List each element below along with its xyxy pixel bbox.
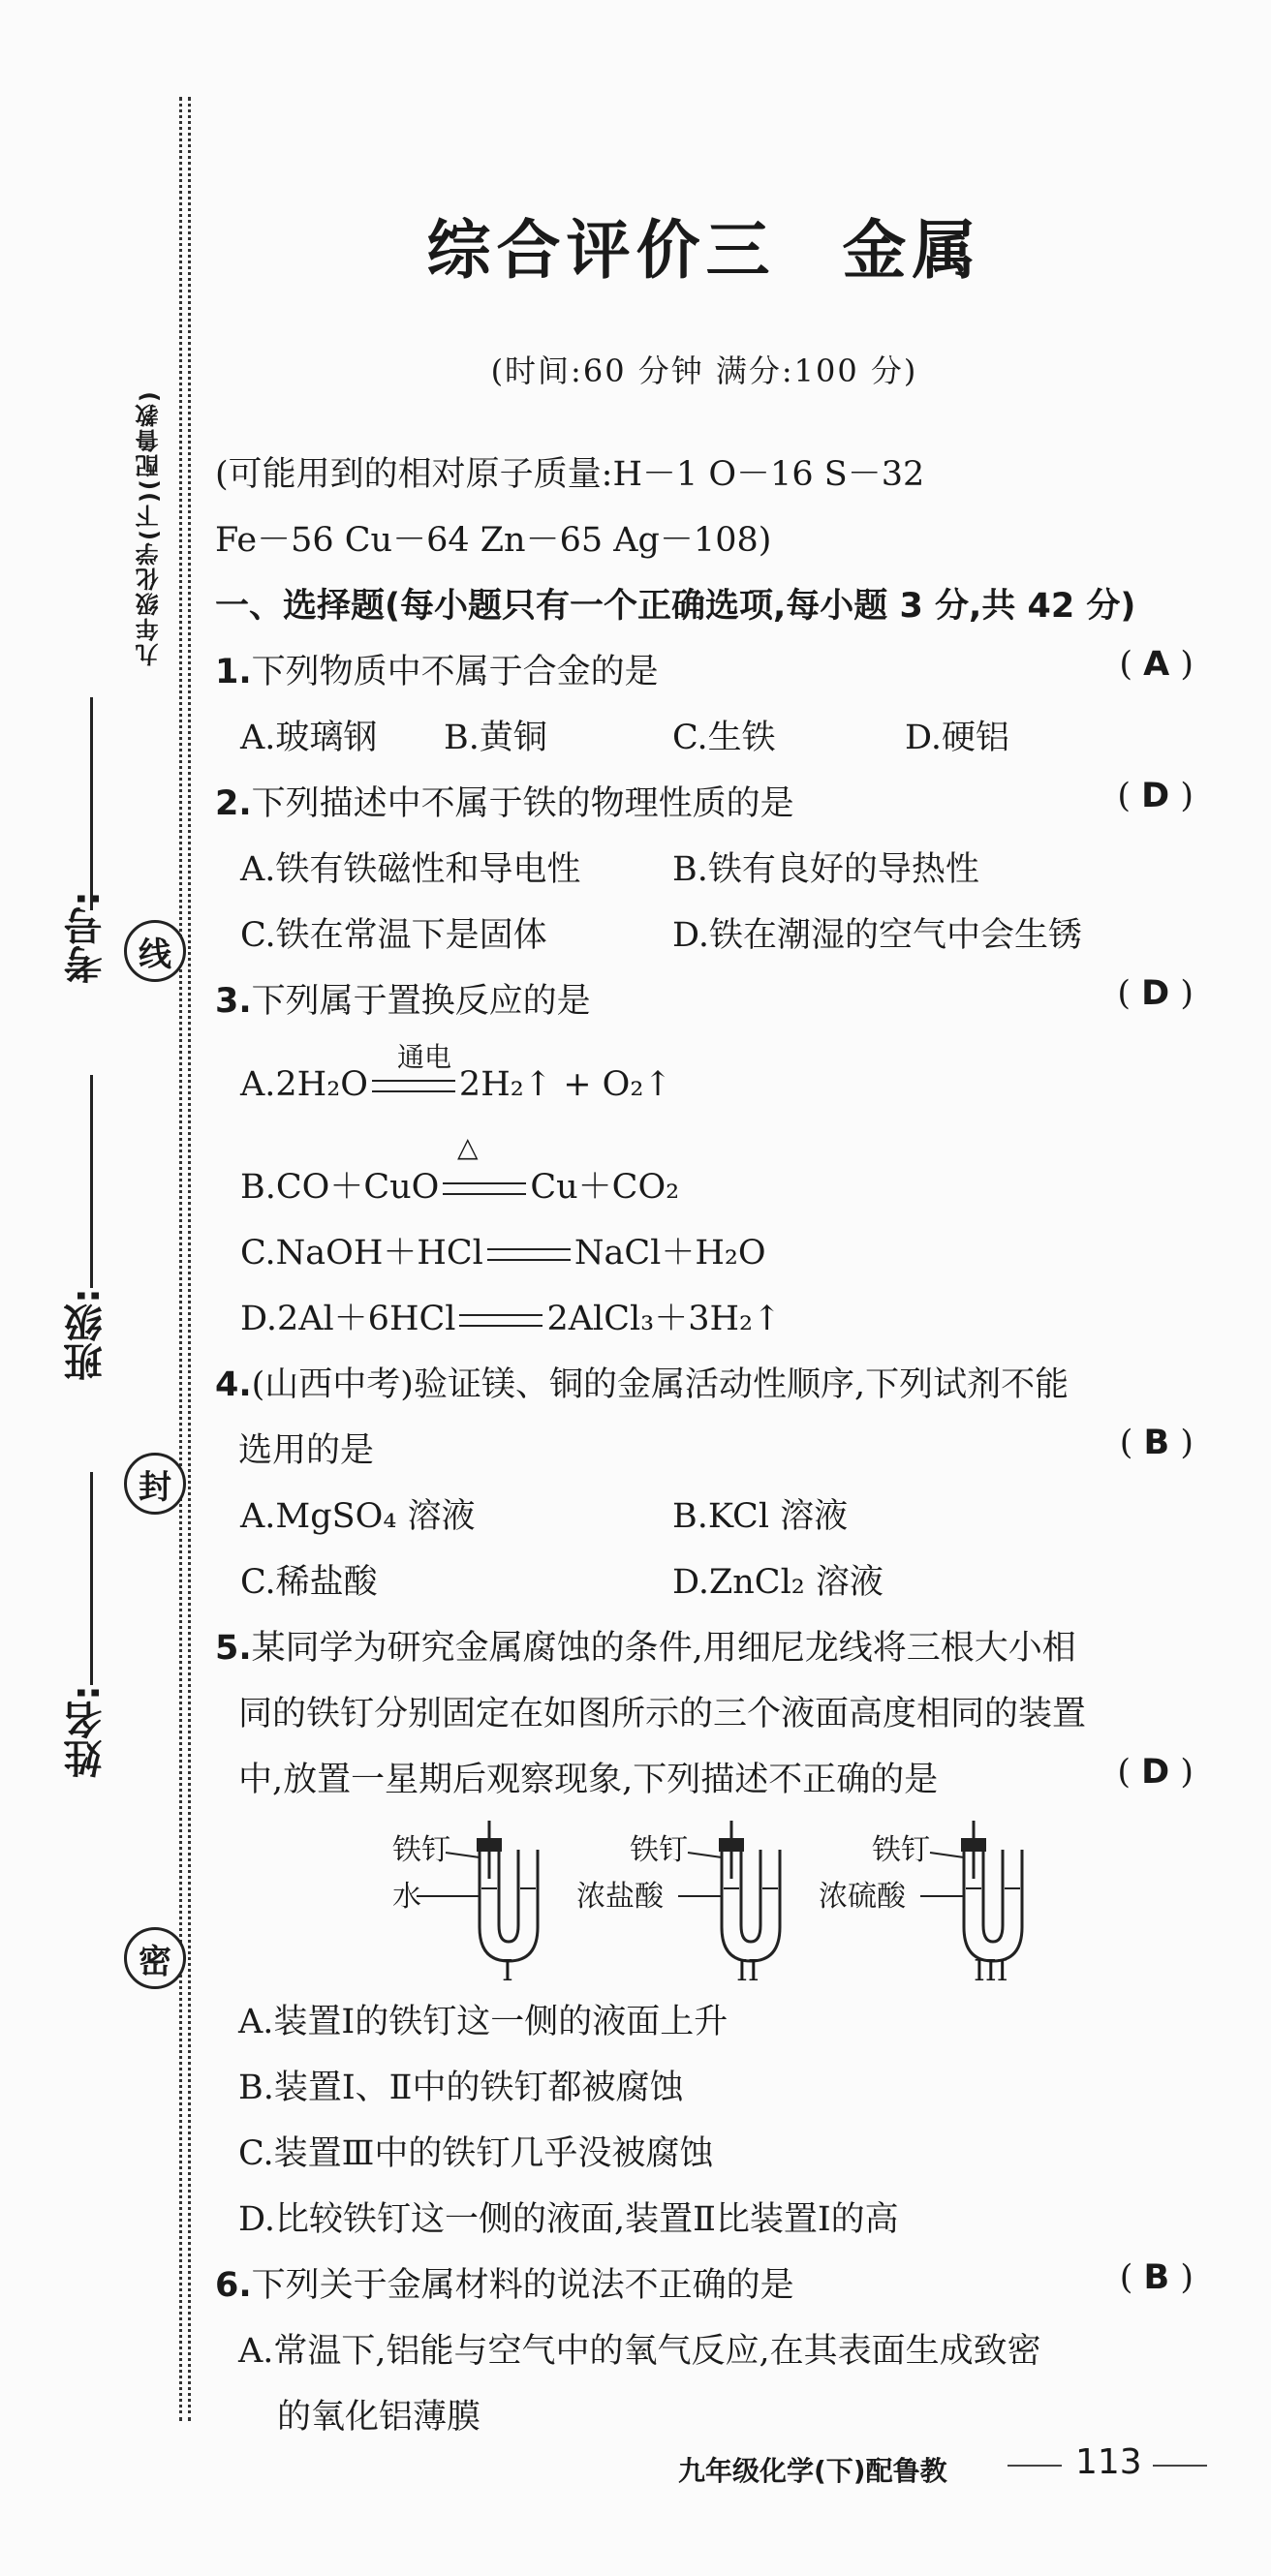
binding-dotted-line — [179, 97, 182, 2421]
atomic-mass-line-2: Fe－56 Cu－64 Zn－65 Ag－108) — [215, 521, 772, 560]
q6-option-a-line-1: A.常温下,铝能与空气中的氧气反应,在其表面生成致密 — [238, 2332, 1041, 2371]
q3a-condition: 通电 — [397, 1041, 452, 1073]
equation-right: 2H₂↑ + O₂↑ — [458, 1065, 672, 1104]
q5-option-a: A.装置Ⅰ的铁钉这一侧的液面上升 — [238, 2003, 728, 2041]
q5-option-b: B.装置Ⅰ、Ⅱ中的铁钉都被腐蚀 — [238, 2069, 684, 2107]
equation-equals — [372, 1080, 455, 1092]
u-tube-figure — [388, 1811, 1066, 1980]
field-line-class — [90, 1075, 93, 1288]
q2-option-c: C.铁在常温下是固体 — [240, 916, 547, 955]
q4-option-c: C.稀盐酸 — [240, 1563, 378, 1602]
q4-option-a: A.MgSO₄ 溶液 — [240, 1497, 476, 1536]
field-line-name — [90, 1472, 93, 1685]
question-number: 6. — [215, 2266, 252, 2305]
equation-left: B.CO＋CuO — [240, 1168, 440, 1207]
field-label-id: 考号: — [64, 891, 108, 984]
equation-left: A.2H₂O — [240, 1065, 368, 1104]
page-number: 113 — [1075, 2442, 1142, 2482]
question-2-stem — [215, 777, 794, 825]
device-label-3: III — [974, 1954, 1008, 1980]
u-tube-device-3 — [819, 1821, 1022, 1980]
binding-dotted-line-2 — [188, 97, 191, 2421]
answer-letter: D — [1141, 777, 1170, 815]
answer-letter: D — [1141, 974, 1170, 1013]
equation-right: Cu＋CO₂ — [530, 1168, 680, 1207]
question-6-stem — [215, 2258, 794, 2307]
seal-line-mark: 线 — [124, 920, 186, 982]
question-5-stem-1 — [215, 1621, 1076, 1670]
q3-option-a — [240, 1065, 672, 1104]
seal-dense-mark: 密 — [124, 1927, 186, 1989]
liquid-label-2: 浓盐酸 — [576, 1880, 664, 1914]
nail-label-3: 铁钉 — [872, 1833, 930, 1867]
u-tube-device-1 — [392, 1821, 538, 1980]
q1-option-d: D.硬铝 — [905, 719, 1009, 757]
answer-letter: D — [1141, 1753, 1170, 1792]
question-text: (山西中考)验证镁、铜的金属活动性顺序,下列试剂不能 — [251, 1365, 1070, 1404]
q1-option-c: C.生铁 — [672, 719, 776, 757]
question-2-answer: ( D ) — [1117, 777, 1194, 815]
question-5-stem-2: 同的铁钉分别固定在如图所示的三个液面高度相同的装置 — [238, 1695, 1087, 1733]
seal-seal-mark: 封 — [124, 1453, 186, 1515]
device-label-2: II — [736, 1954, 760, 1980]
question-4-stem-2: 选用的是 — [238, 1431, 375, 1470]
answer-letter: B — [1143, 2258, 1170, 2297]
page-title: 综合评价三 金属 — [426, 213, 982, 288]
equation-equals — [443, 1182, 526, 1195]
equation-equals — [487, 1248, 571, 1261]
equation-right: NaCl＋H₂O — [574, 1234, 766, 1273]
section-heading: 一、选择题(每小题只有一个正确选项,每小题 3 分,共 42 分) — [215, 587, 1136, 626]
question-3-stem — [215, 974, 591, 1023]
question-1-answer: ( A ) — [1119, 645, 1194, 684]
field-line-id — [90, 697, 93, 910]
q3-option-b — [240, 1160, 679, 1209]
question-3-answer: ( D ) — [1117, 974, 1194, 1013]
equation-equals — [459, 1314, 542, 1327]
q3-option-c — [240, 1226, 766, 1274]
question-4-stem-1 — [215, 1358, 1069, 1406]
u-tube-device-2 — [576, 1821, 780, 1980]
binding-margin — [0, 0, 213, 2576]
series-label: 九年级化学(下)(配鲁教) — [136, 389, 163, 666]
question-6-answer: ( B ) — [1119, 2258, 1194, 2297]
q4-option-d: D.ZnCl₂ 溶液 — [672, 1563, 884, 1602]
exam-info: (时间:60 分钟 满分:100 分) — [490, 353, 918, 389]
question-number: 3. — [215, 982, 252, 1021]
equation-left: D.2Al＋6HCl — [240, 1300, 456, 1338]
question-text: 下列物质中不属于合金的是 — [251, 653, 659, 691]
device-label-1: I — [502, 1954, 513, 1980]
page-number-dash-left — [1008, 2465, 1062, 2467]
atomic-mass-line-1: (可能用到的相对原子质量:H－1 O－16 S－32 — [215, 455, 925, 494]
q3b-condition: △ — [457, 1131, 479, 1163]
question-text: 下列属于置换反应的是 — [251, 982, 591, 1021]
equation-right: 2AlCl₃＋3H₂↑ — [546, 1300, 782, 1338]
q4-option-b: B.KCl 溶液 — [672, 1497, 849, 1536]
question-number: 4. — [215, 1365, 252, 1404]
question-4-answer: ( B ) — [1119, 1424, 1194, 1462]
question-5-answer: ( D ) — [1117, 1753, 1194, 1792]
question-text: 下列关于金属材料的说法不正确的是 — [251, 2266, 794, 2305]
question-1-stem — [215, 645, 659, 693]
field-label-name: 姓名: — [64, 1685, 108, 1778]
field-label-class: 班级: — [64, 1288, 108, 1381]
q1-option-a: A.玻璃钢 — [240, 719, 378, 757]
q3-option-d — [240, 1292, 781, 1340]
q6-option-a-line-2: 的氧化铝薄膜 — [277, 2398, 481, 2437]
question-5-stem-3: 中,放置一星期后观察现象,下列描述不正确的是 — [238, 1761, 939, 1799]
question-number: 1. — [215, 653, 252, 691]
question-number: 5. — [215, 1629, 252, 1668]
nail-label-2: 铁钉 — [630, 1833, 688, 1867]
answer-letter: B — [1143, 1424, 1170, 1462]
q2-option-b: B.铁有良好的导热性 — [672, 850, 979, 889]
q5-option-d: D.比较铁钉这一侧的液面,装置Ⅱ比装置Ⅰ的高 — [238, 2200, 899, 2239]
liquid-label-1: 水 — [392, 1880, 421, 1914]
q2-option-d: D.铁在潮湿的空气中会生锈 — [672, 916, 1082, 955]
answer-letter: A — [1143, 645, 1170, 684]
equation-left: C.NaOH＋HCl — [240, 1234, 483, 1273]
page-number-dash-right — [1153, 2465, 1207, 2467]
question-number: 2. — [215, 784, 252, 823]
nail-label-1: 铁钉 — [392, 1833, 450, 1867]
question-text: 某同学为研究金属腐蚀的条件,用细尼龙线将三根大小相 — [251, 1629, 1076, 1668]
question-text: 下列描述中不属于铁的物理性质的是 — [251, 784, 794, 823]
footer-text: 九年级化学(下)配鲁教 — [678, 2455, 947, 2487]
q1-option-b: B.黄铜 — [444, 719, 547, 757]
liquid-label-3: 浓硫酸 — [819, 1880, 906, 1914]
q2-option-a: A.铁有铁磁性和导电性 — [240, 850, 581, 889]
q5-option-c: C.装置Ⅲ中的铁钉几乎没被腐蚀 — [238, 2134, 714, 2173]
